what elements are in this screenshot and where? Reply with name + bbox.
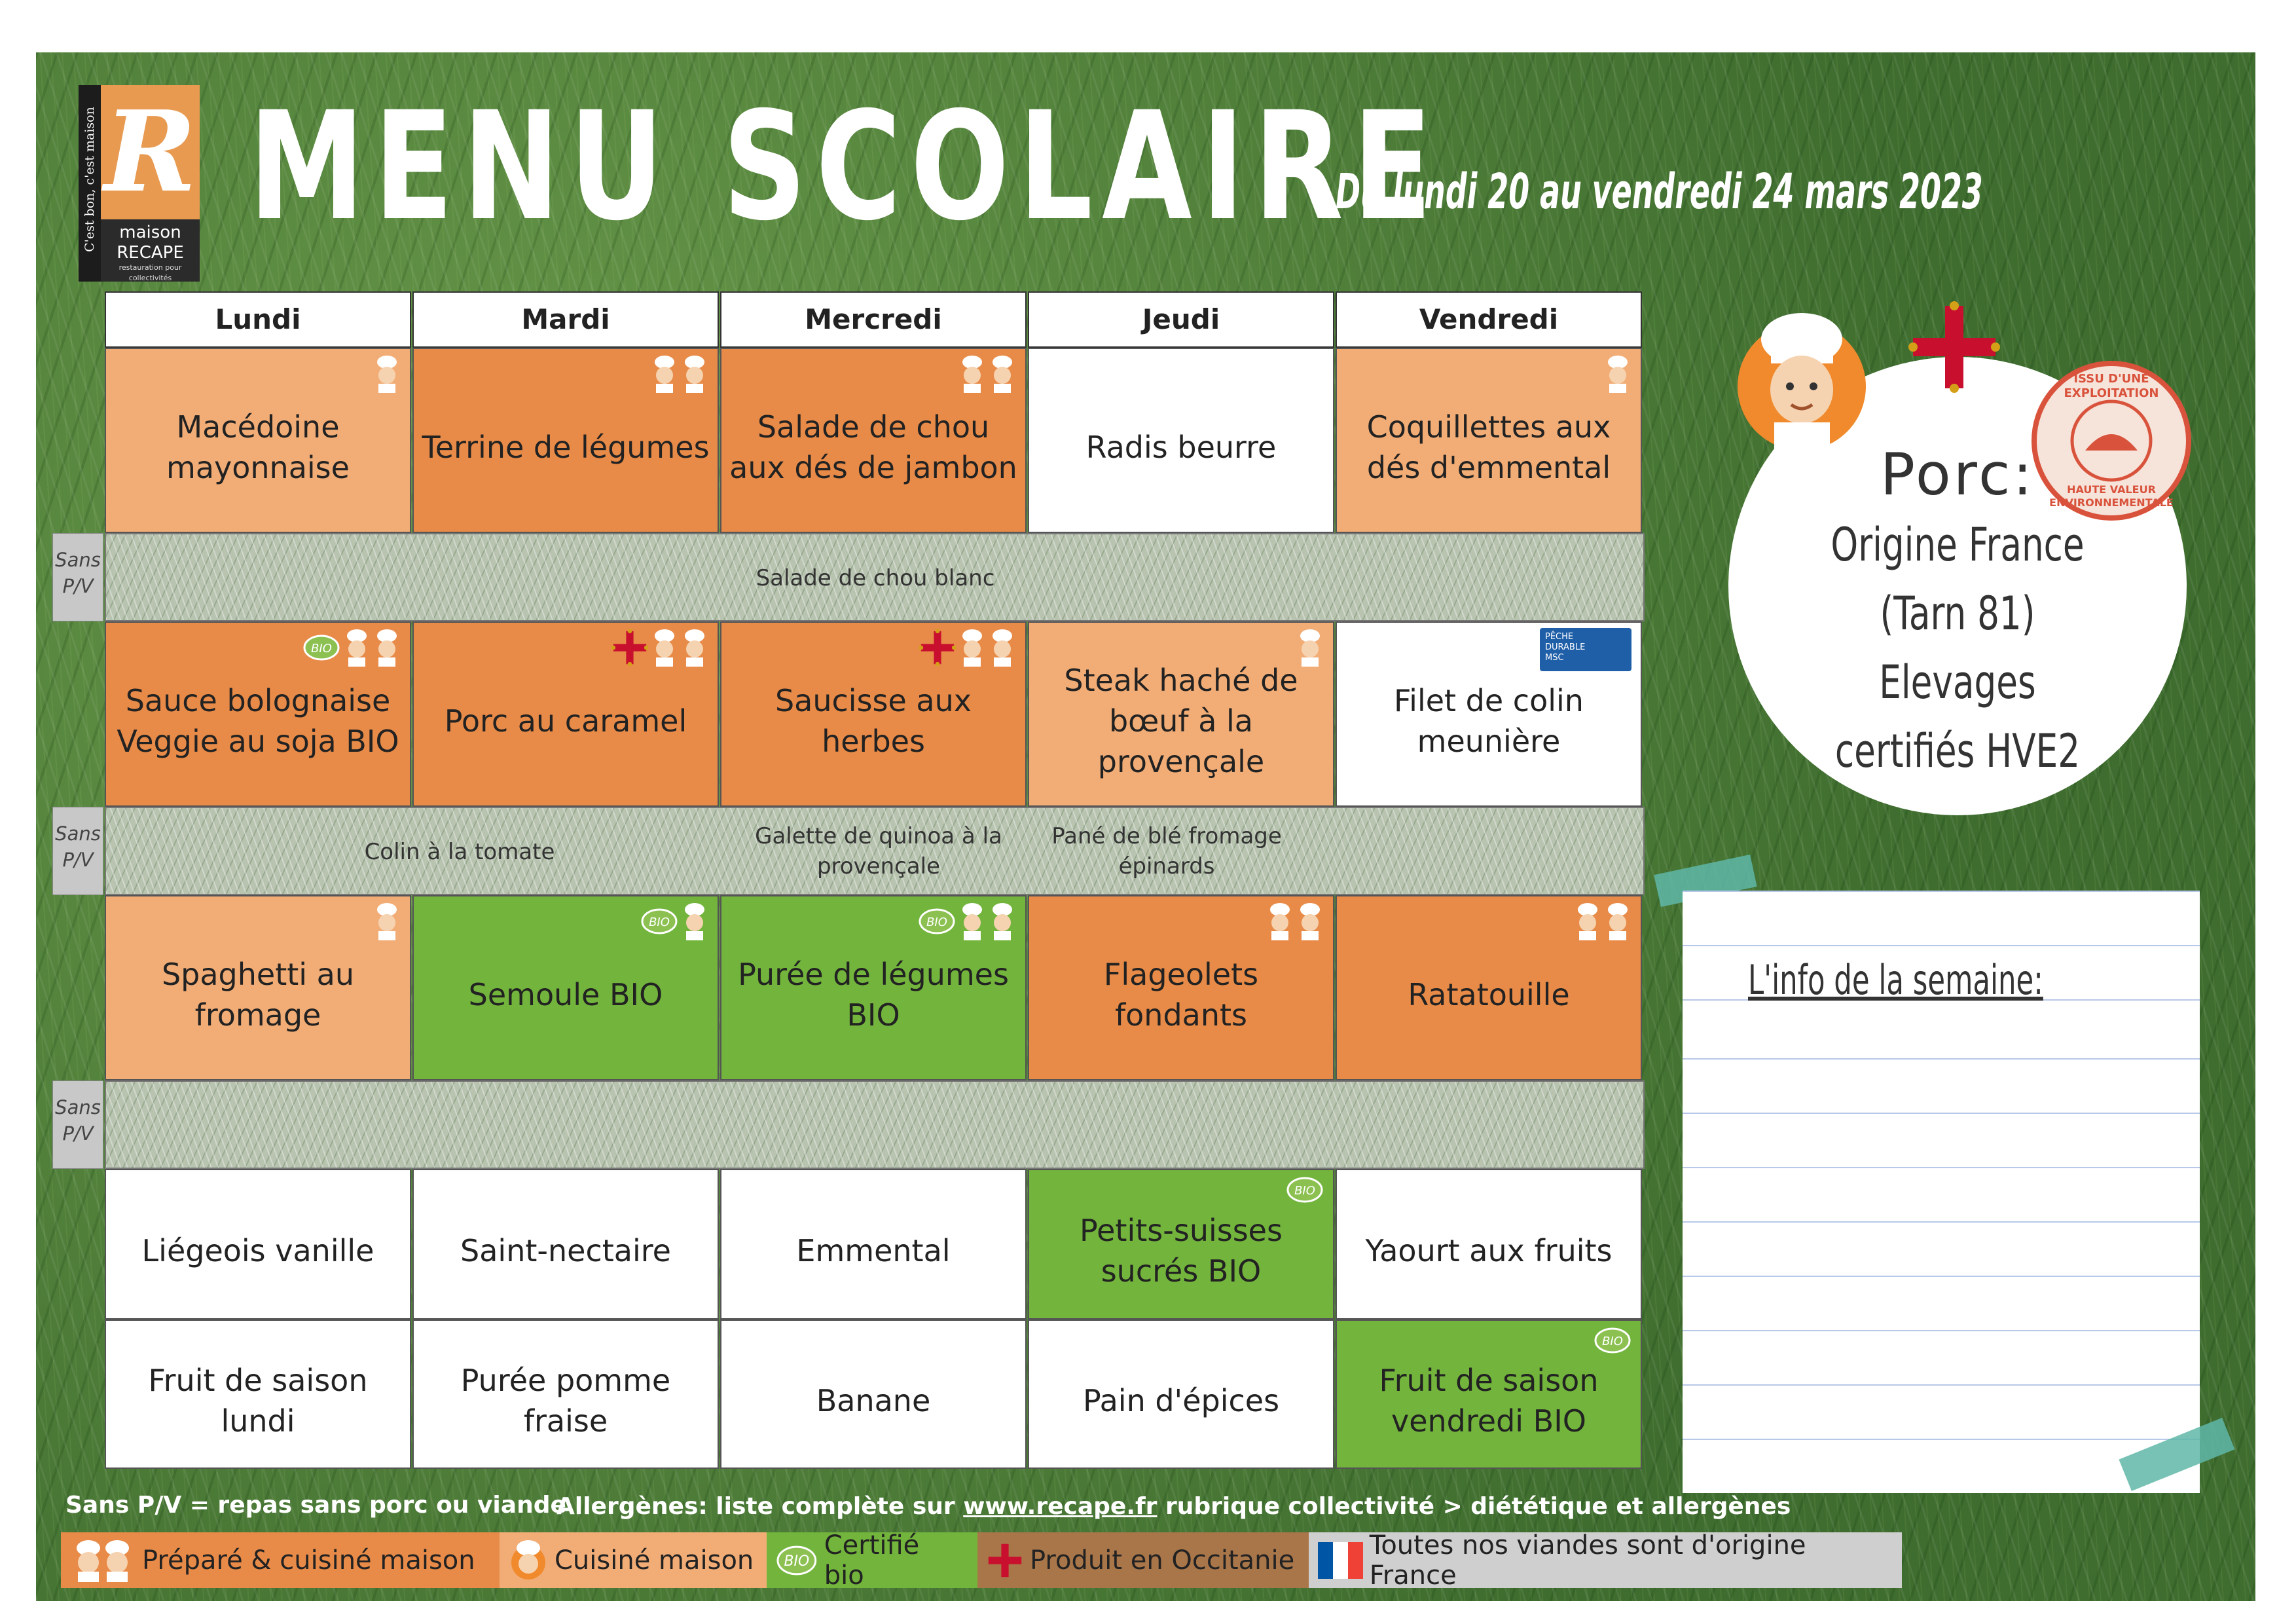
chef-icon: [373, 902, 401, 941]
cell-badges: [1604, 354, 1631, 394]
cell-badges: [1540, 628, 1631, 671]
chef-icon: [1604, 354, 1631, 394]
bio-icon: [776, 1544, 818, 1577]
chef-icon: [343, 628, 371, 667]
bio-icon-text: BIO: [1294, 1184, 1315, 1198]
day-header-jeudi: Jeudi: [1028, 291, 1334, 348]
logo-name-line2: RECAPE: [117, 243, 184, 263]
menu-row-accompagnement: [105, 895, 1643, 1080]
menu-cell: [720, 1320, 1027, 1469]
chef-icon: [958, 628, 986, 667]
chef-icon: [681, 902, 708, 941]
chef-icon: [1604, 902, 1631, 941]
legend-item-cuisine-maison: [500, 1532, 767, 1588]
weekly-info-note: [1683, 891, 2200, 1493]
porc-elevages: Elevages: [1879, 655, 2036, 709]
cell-badges: [1594, 1326, 1631, 1355]
menu-row-dessert: [105, 1320, 1643, 1469]
weekly-info-title: L'info de la semaine:: [1748, 956, 2043, 1004]
cell-badges: [651, 354, 708, 394]
legend-item-certifie-bio: [767, 1530, 977, 1591]
legend-label: Cuisiné maison: [555, 1545, 754, 1576]
dish-text: Liégeois vanille: [141, 1233, 374, 1268]
chef-icon: [958, 354, 986, 394]
french-flag-icon: [1318, 1542, 1363, 1579]
menu-cell: [105, 895, 411, 1080]
msc-label-text: PÊCHE: [1545, 632, 1574, 642]
brand-logo: [79, 85, 200, 282]
logo-slogan-text: C'est bon, c'est maison: [82, 107, 97, 252]
menu-cell: [720, 1169, 1027, 1320]
dish-text: Fruit de saison vendredi BIO: [1379, 1363, 1599, 1439]
sans-pv-band-1: [105, 533, 1645, 621]
menu-cell: [412, 621, 719, 807]
dish-text: Radis beurre: [1085, 429, 1277, 465]
occitan-cross-icon: [1908, 301, 2000, 393]
logo-tagline: restauration pour collectivités: [118, 263, 182, 282]
sans-pv-label-2: Sans P/V: [52, 807, 103, 895]
menu-cell: [1336, 895, 1642, 1080]
porc-title: Porc:: [1880, 441, 2035, 508]
porc-origin: Origine France (Tarn 81): [1831, 518, 2085, 640]
chef-icon: [373, 354, 401, 394]
menu-cell: [1028, 1169, 1334, 1320]
dish-text: Saucisse aux herbes: [774, 682, 972, 759]
chef-mascot-icon: [1735, 308, 1869, 452]
dish-text: Salade de chou aux dés de jambon: [729, 409, 1017, 485]
menu-cell: [1336, 621, 1642, 807]
legend-item-prepare-cuisine-maison: [61, 1532, 500, 1588]
menu-cell: [105, 1169, 411, 1320]
logo-letter: R: [101, 85, 200, 219]
cell-badges: [373, 354, 401, 394]
occitan-cross-icon: [919, 629, 956, 666]
dish-text: Ratatouille: [1408, 976, 1570, 1012]
menu-cell: [720, 348, 1027, 533]
hve-badge-top-text: ISSU D'UNE EXPLOITATION: [2064, 372, 2159, 400]
cell-badges: [640, 902, 708, 941]
logo-name: [101, 219, 200, 282]
cell-badges: [958, 354, 1016, 394]
dish-text: Saint-nectaire: [460, 1233, 671, 1268]
cell-badges: [611, 628, 708, 667]
sans-pv-label-1: Sans P/V: [52, 533, 103, 621]
msc-label-icon: [1540, 628, 1631, 671]
chef-icon: [651, 354, 678, 394]
cell-badges: [1266, 902, 1324, 941]
menu-cell: [1028, 1320, 1334, 1469]
menu-cell: [105, 621, 411, 807]
dish-text: Yaourt aux fruits: [1365, 1233, 1613, 1268]
band-text-lundi: Colin à la tomate: [364, 839, 555, 865]
dish-text: Purée pomme fraise: [460, 1363, 671, 1439]
cell-badges: [302, 628, 401, 667]
legend-label: Certifié bio: [824, 1530, 920, 1591]
bio-icon: [640, 907, 678, 936]
sans-pv-band-3: [105, 1080, 1645, 1169]
day-header-mardi: Mardi: [412, 291, 719, 348]
menu-cell: [412, 348, 719, 533]
cell-badges: [918, 902, 1016, 941]
bio-icon-text: BIO: [311, 642, 332, 655]
chef-icon: [509, 1538, 548, 1583]
cell-badges: [1574, 902, 1631, 941]
menu-cell: [1028, 895, 1334, 1080]
dish-text: Steak haché de bœuf à la provençale: [1064, 662, 1298, 779]
menu-cell: [720, 895, 1027, 1080]
logo-name-line1: maison: [119, 223, 181, 242]
chef-icon: [989, 628, 1016, 667]
chef-icon: [1266, 902, 1294, 941]
menu-cell: [1336, 1320, 1642, 1469]
menu-cell: [412, 895, 719, 1080]
allergens-suffix: rubrique collectivité > diététique et allergènes: [1157, 1493, 1791, 1520]
chef-icon: [1296, 902, 1324, 941]
chef-icon: [958, 902, 986, 941]
chef-icon: [1574, 902, 1601, 941]
band-text-mercredi: Salade de chou blanc: [756, 565, 995, 591]
bio-icon: [1594, 1326, 1631, 1355]
dish-text: Porc au caramel: [444, 703, 687, 739]
menu-cell: [105, 1320, 411, 1469]
dish-text: Terrine de légumes: [422, 429, 710, 465]
legend-item-viandes-france: [1309, 1530, 1902, 1591]
legend-label: Préparé & cuisiné maison: [142, 1545, 475, 1576]
bio-icon-text: BIO: [649, 915, 670, 929]
menu-cell: [105, 348, 411, 533]
chef-icon: [681, 354, 708, 394]
cell-badges: [1286, 1175, 1324, 1204]
dish-text: Pain d'épices: [1082, 1383, 1280, 1418]
bio-icon-text: BIO: [784, 1553, 810, 1570]
bio-icon: [302, 633, 340, 662]
cell-badges: [1296, 628, 1324, 667]
menu-cell: [1336, 348, 1642, 533]
hve-badge-bottom-text: HAUTE VALEUR ENVIRONNEMENTALE: [2049, 483, 2174, 509]
dish-text: Macédoine mayonnaise: [166, 409, 350, 485]
cell-badges: [373, 902, 401, 941]
occitan-cross-icon: [611, 629, 648, 666]
allergens-prefix: Allergènes: liste complète sur: [556, 1493, 964, 1520]
dish-text: Sauce bolognaise Veggie au soja BIO: [117, 682, 399, 759]
dish-text: Banane: [816, 1383, 931, 1418]
page-title: MENU SCOLAIRE: [249, 79, 1442, 253]
bio-icon: [918, 907, 956, 936]
sans-pv-band-2: [105, 807, 1645, 895]
legend: [61, 1530, 1902, 1591]
legend-label: Produit en Occitanie: [1030, 1545, 1295, 1576]
legend-item-produit-occitanie: [977, 1532, 1309, 1588]
dish-text: Flageolets fondants: [1103, 956, 1259, 1033]
bio-icon: [1286, 1175, 1324, 1204]
dish-text: Emmental: [796, 1233, 951, 1268]
day-header-lundi: Lundi: [105, 291, 411, 348]
legend-label: Toutes nos viandes sont d'origine France: [1369, 1530, 1806, 1591]
logo-slogan: [79, 85, 101, 282]
chef-icon: [989, 902, 1016, 941]
double-chef-icon: [70, 1538, 136, 1583]
msc-label-text: DURABLE: [1545, 642, 1586, 652]
sans-pv-label-3: Sans P/V: [52, 1080, 103, 1169]
menu-cell: [1028, 621, 1334, 807]
menu-row-entree: [105, 348, 1643, 533]
dish-text: Petits-suisses sucrés BIO: [1080, 1213, 1283, 1289]
sans-pv-definition: Sans P/V = repas sans porc ou viande: [65, 1492, 566, 1519]
band-text-jeudi: Pané de blé fromage épinards: [1051, 823, 1282, 879]
chef-icon: [651, 628, 678, 667]
dish-text: Spaghetti au fromage: [161, 956, 355, 1033]
chef-icon: [989, 354, 1016, 394]
day-header-row: [105, 291, 1643, 348]
dish-text: Fruit de saison lundi: [148, 1363, 368, 1439]
allergens-note: [556, 1493, 1791, 1520]
menu-cell: [1028, 348, 1334, 533]
chef-icon: [373, 628, 401, 667]
menu-date-range: Du lundi 20 au vendredi 24 mars 2023: [1336, 164, 1983, 220]
menu-row-fromage: [105, 1169, 1643, 1320]
menu-cell: [720, 621, 1027, 807]
day-header-vendredi: Vendredi: [1336, 291, 1642, 348]
porc-info-text: [1728, 439, 2187, 786]
porc-certification: certifiés HVE2: [1834, 724, 2081, 778]
menu-row-plat: [105, 621, 1643, 807]
cell-badges: [919, 628, 1016, 667]
menu-cell: [1336, 1169, 1642, 1320]
dish-text: Purée de légumes BIO: [738, 956, 1009, 1033]
occitan-cross-icon: [987, 1542, 1023, 1579]
dish-text: Filet de colin meunière: [1394, 682, 1584, 759]
chef-icon: [681, 628, 708, 667]
msc-label-text: MSC: [1545, 653, 1564, 663]
menu-cell: [412, 1320, 719, 1469]
day-header-mercredi: Mercredi: [720, 291, 1027, 348]
chef-icon: [1296, 628, 1324, 667]
bio-icon-text: BIO: [1602, 1335, 1623, 1348]
allergens-link[interactable]: www.recape.fr: [963, 1493, 1157, 1520]
menu-cell: [412, 1169, 719, 1320]
dish-text: Semoule BIO: [468, 976, 663, 1012]
dish-text: Coquillettes aux dés d'emmental: [1366, 409, 1611, 485]
band-text-mercredi: Galette de quinoa à la provençale: [755, 823, 1002, 879]
bio-icon-text: BIO: [926, 915, 947, 929]
